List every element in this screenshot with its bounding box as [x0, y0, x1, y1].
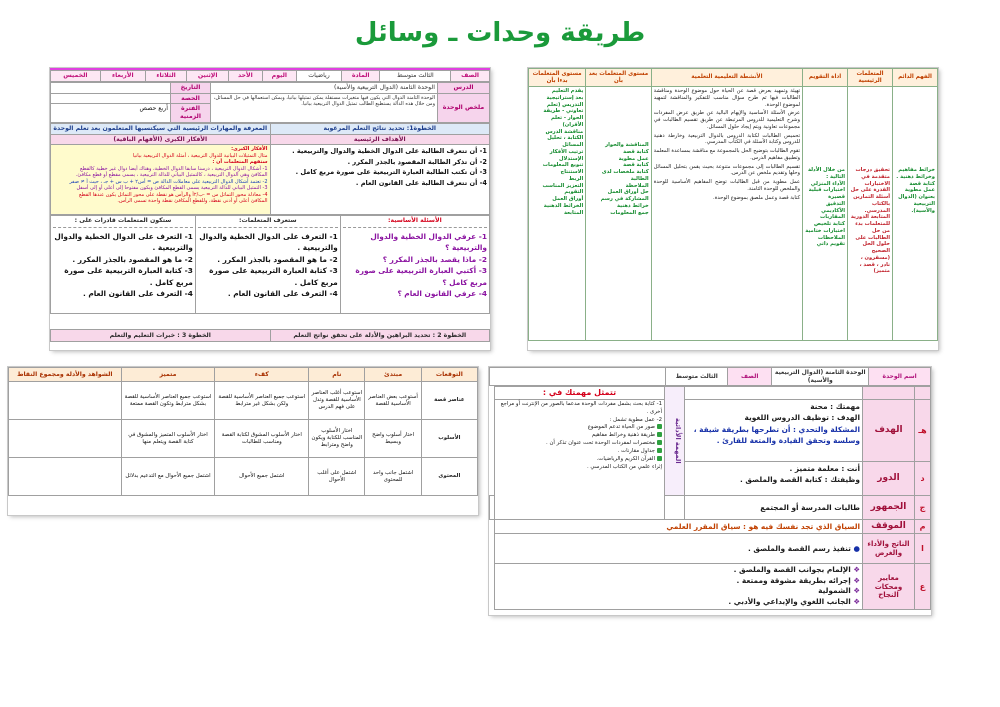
- page-title: طريقة وحدات ـ وسائل: [354, 18, 646, 48]
- task-item-text: طريقة ذهنية وخرائط مفاهيم: [591, 432, 655, 439]
- lesson-value: الوحدة الثامنة (الدوال التربيعية والأسية): [211, 82, 438, 93]
- rubric-header: نام: [309, 368, 365, 382]
- empty-cell: [665, 496, 685, 520]
- tr-col-header: مستوى المتعلمات بعد بأن: [586, 69, 651, 87]
- situation-label: الموقف: [863, 520, 915, 534]
- goal-line: الهدف : توظيف الدروس اللغوية: [744, 413, 860, 423]
- vertical-label: المهمة الأدائية: [674, 418, 682, 464]
- students-able-cell: [51, 216, 196, 314]
- before-item: الخرائط الذهنية: [543, 202, 584, 209]
- goal-line: مهمتك : محنة: [810, 402, 860, 411]
- goal-letter: هـ: [915, 400, 931, 462]
- activity-item: تحميس الطالبات لكتابة الدروس بالدوال التربيعية وخارطة ذهنية للدروس وكتابة الأسئلة في الكتاب المدرسي.: [653, 132, 801, 146]
- criteria-line-text: إجرائه بطريقة مشوقة وممتعة .: [736, 575, 851, 585]
- before-item: التعزيز المناسب: [542, 182, 584, 189]
- before-item: يقدم التعليم: [551, 88, 584, 94]
- product-line-text: تنفيذ رسم القصة والملصق .: [747, 544, 851, 554]
- rubric-cell: استوعب جميع العناصر الأساسية للقصة ولكن بشكل غير مترابط: [215, 382, 309, 420]
- tr-table: [528, 68, 938, 341]
- grasps-corner: [915, 387, 931, 400]
- rubric-row-label: الأسلوب: [421, 420, 477, 458]
- key-learning-cell: [848, 87, 893, 341]
- summary-label: ملخص الوحدة: [438, 93, 490, 122]
- criteria-cell: [495, 564, 863, 610]
- unit-plan-page: [50, 68, 490, 350]
- grade-value: الثالث متوسط: [666, 368, 728, 386]
- students-know-header: ستعرف المتعلمات:: [198, 217, 338, 228]
- rubric-cell: اختار الأسلوب المناسب للكتابة ويكون واضح ومترابط: [309, 420, 365, 458]
- goal-label: الهدف: [863, 400, 915, 462]
- situation-line: السياق الذي تجد نفسك فيه هو : سياق المقرر العلمي: [666, 522, 860, 531]
- big-idea-line: 3- التمثيل البياني للدالة التربيعية يسمى القطع المكافئ ويكون مفتوحا إلى أعلى أو إلى أسفل: [76, 185, 268, 192]
- task-item: [497, 432, 662, 440]
- rubric-row-label: عناصر قصة: [421, 382, 477, 420]
- before-item: ترتيب الأفكار: [549, 148, 584, 155]
- big-ideas-title: الأفكار الكبرى:: [231, 146, 268, 153]
- main-goal-item: 4- أن تتعرف الطالبة على القانون العام .: [355, 178, 487, 187]
- criteria-line: [497, 576, 860, 586]
- before-item: الكتابة ، تحليل المسائل: [547, 135, 584, 148]
- task-item: [497, 456, 662, 464]
- activity-item: عمل مطوية من قبل الطالبات توضح المفاهيم الأساسية للوحدة والملخص للوحدة الثامنة.: [653, 179, 801, 192]
- big-idea-line: المكافئ وهي الدوال التربيعية ، كالتمثيل البياني للدالة التربيعية ، يسمى مقطع أو قطع مكافئ.: [75, 172, 268, 179]
- tl-header-cell: الإثنين: [187, 71, 229, 82]
- main-goal-item: 1- أن تتعرف الطالبة على الدوال الخطية والدوال والتربيعية .: [292, 147, 487, 156]
- goal-line: المشكلة والتحدي : أن تطرحها بطريقة شيقة ، وسلسة وتحقق القيادة والمتعة للقارئ .: [693, 424, 860, 446]
- bullet-icon: [657, 456, 662, 461]
- role-label: الدور: [863, 462, 915, 496]
- task-item: إثراء علمي من الكتاب المدرسي .: [586, 463, 662, 470]
- date-value: [51, 82, 171, 93]
- assessment-cell: [803, 87, 848, 341]
- period-label: الحصة: [171, 93, 211, 104]
- role-letter: د: [915, 462, 931, 496]
- rubric-cell: اختار الأسلوب المشوق لكتابة القصة ومناسب للطالبات: [215, 420, 309, 458]
- bullet-icon: [657, 424, 662, 429]
- activity-item: تهيئة وتمهيد بعرض قصة عن الحياة حول موضوع الوحدة ومناقشة الطالبات فيها ثم طرح سؤال مناسب للتفكير والمناقشة لتمهيد لموضوع الوحدة.: [653, 88, 801, 108]
- rubric-row-label: المحتوى: [421, 458, 477, 496]
- main-goals-cell: [270, 145, 490, 215]
- before-item: التقويم: [564, 189, 584, 196]
- unit-name-value: الوحدة الثامنة (الدوال التربيعية والأسية): [772, 368, 869, 386]
- assessment-item: اختبارات ختامية: [805, 227, 846, 234]
- main-goal-item: 3- أن تكتب الطالبة العبارة التربيعية على صورة مربع كامل .: [295, 168, 487, 177]
- task-item: 2- عمل مطوية تشمل :: [609, 416, 662, 423]
- big-ideas-cell: [51, 145, 271, 215]
- bullet-icon: [657, 432, 662, 437]
- audience-line: طالبات المدرسة أو المجتمع: [760, 502, 860, 512]
- rubric-cell: استوعب جميع العناصر الأساسية للقصة بشكل مترابط وتكون القصة ممتعة: [121, 382, 215, 420]
- after-item: المشاركة في رسم خرائط ذهنية: [600, 196, 649, 209]
- activity-item: تقوم الطالبات بتوضيح الحل بالمجموعة مع مناقشة بمساعدة المعلمة وتطبيق مفاهيم الدرس.: [653, 148, 801, 161]
- task-item-text: القرآن الكريم والرياضيات.: [596, 455, 655, 462]
- question-item: 4- عرفي القانون العام ؟: [397, 289, 487, 299]
- after-item: جمع المعلومات: [610, 209, 649, 216]
- task-item: 1- كتابة بحث بشمل مفردات الوحدة مدعما بالصور من الإنترنت أو مراجع أخرى .: [500, 401, 662, 415]
- role-cell: [685, 462, 863, 496]
- big-idea-line: المكافئ أعلى أو أدنى نقطة، وللقطع المكافئ نقطة واحدة تسمى الرأس.: [117, 198, 268, 205]
- role-line: وظيفتك : كتابة القصة والملصق .: [740, 475, 860, 485]
- br-top-table: [489, 367, 931, 386]
- grasps-table: [489, 386, 931, 610]
- big-idea-line: 4- معادلة محور التماثل س = -ب/٢أ والرأس هو نقطة على محور التماثل يكون عندها القطع: [79, 191, 268, 198]
- assessment-item: الأداء المنزلي: [810, 180, 846, 187]
- rubric-page: [8, 367, 478, 515]
- know-item: 1- التعرف على الدوال الخطية والدوال والتربيعية .: [199, 232, 338, 253]
- assessment-item: كتابة تلخيص: [814, 221, 846, 227]
- tr-col-header: مستوى المتعلمات بدءا بأن: [529, 69, 586, 87]
- after-item: المناقشة والحوار: [605, 142, 649, 148]
- audience-letter: ج: [915, 496, 931, 520]
- question-item: 3- أكتبي العبارة التربيعية على صورة مربع كامل ؟: [355, 266, 487, 287]
- audience-label: الجمهور: [863, 496, 915, 520]
- task-item-text: صور من الحياة تدعم الموضوع: [587, 424, 655, 431]
- rubric-cell: [9, 458, 122, 496]
- vertical-label-cell: [665, 387, 685, 496]
- activities-cell: [651, 87, 802, 341]
- rubric-header: التوقعات: [421, 368, 477, 382]
- students-able-header: ستكون المتعلمات قادرات على :: [53, 217, 193, 228]
- assessment-item: التدقيق الأكاديمي: [821, 200, 846, 214]
- rubric-cell: أستوعب بعض العناصر الأساسية للقصة: [365, 382, 421, 420]
- understanding-cell: [893, 87, 938, 341]
- tl-header-cell: الأحد: [229, 71, 262, 82]
- step1-subtitle: المعرفة والمهارات الرئيسية التي سيكتسبها المتعلمون بعد تعلم الوحدة: [51, 123, 271, 134]
- rubric-cell: اختار أسلوب واضح وبسيط: [365, 420, 421, 458]
- product-bullet: ●: [850, 544, 860, 554]
- rubric-header: متميز: [121, 368, 215, 382]
- situation-letter: م: [915, 520, 931, 534]
- assessment-item: المقاربات: [820, 214, 846, 221]
- big-idea-line: مثال التمثيلات البيانية للدوال التربيعية ، أمثلة الدوال التربيعية بيانيا: [132, 152, 268, 159]
- tl-questions-table: [50, 215, 490, 314]
- criteria-line: [497, 597, 860, 607]
- tl-header-cell: اليوم: [262, 71, 297, 82]
- unit-name-label: اسم الوحدة: [869, 368, 931, 386]
- criteria-bullet: ❖: [850, 565, 860, 575]
- able-item: 3- كتابة العبارة التربيعية على صورة مربع كامل .: [64, 266, 193, 287]
- before-item: الربط: [568, 175, 584, 182]
- audience-cell: [685, 496, 863, 520]
- question-item: 1- عرفي الدوال الخطية والدوال والتربيعية ؟: [370, 232, 487, 253]
- grade-label: الصف: [728, 368, 772, 386]
- rubric-cell: [9, 420, 122, 458]
- time-label: الفترة الزمنية: [171, 104, 211, 123]
- situation-cell: [495, 520, 863, 534]
- rubric-cell: اختار الأسلوب المتميز والمشوق في كتابة القصة ويتعلم منها: [121, 420, 215, 458]
- tl-header-cell: الخميس: [51, 71, 101, 82]
- know-item: 3- كتابة العبارة التربيعية على صورة مربع كامل .: [209, 266, 338, 287]
- assessment-item: تقويم ذاتي: [816, 241, 846, 248]
- tl-header-cell: الصف: [451, 71, 490, 82]
- after-item: عمل مطوية: [618, 155, 649, 162]
- rubric-table: [8, 367, 478, 496]
- criteria-line: [497, 565, 860, 575]
- rubric-header: الشواهد والأدلة ومجموع النقاط: [9, 368, 122, 382]
- tl-header-cell: الأربعاء: [100, 71, 145, 82]
- rubric-cell: استوعب أغلب العناصر الأساسية للقصة وتدل على فهم الدرس: [309, 382, 365, 420]
- essential-questions-header: الأسئلة الأساسية:: [343, 217, 487, 228]
- bullet-icon: [657, 440, 662, 445]
- big-idea-line: 2- تعتمد أشكال الدوال التربيعية على معاملات الدالة ص = أس٢ + ب س + جـ ، حيث أ ≠ صفر: [69, 178, 268, 185]
- tr-col-header: الأنشطة التعليمية التعلمية: [651, 69, 802, 87]
- able-item: 1- التعرف على الدوال الخطية والدوال والتربيعية .: [54, 232, 193, 253]
- task-title: تتمثل مهمتك في :: [495, 387, 665, 400]
- date-label: التاريخ: [171, 82, 211, 93]
- after-item: حل أوراق العمل: [607, 189, 649, 196]
- tr-col-header: اداة التقويم: [803, 69, 848, 87]
- grasps-corner: [863, 387, 915, 400]
- task-item-text: مختصرات لمفردات الوحدة تحت عنوان تذكر أن .: [546, 440, 655, 447]
- before-item: الاستنتاج: [560, 169, 584, 175]
- learning-experiences-page: [528, 68, 938, 350]
- before-item: مناقشة الدرس: [545, 128, 584, 135]
- task-item: [497, 440, 662, 448]
- big-ideas-header: الأفكار الكبرى (الأفهام الباقية): [51, 134, 271, 145]
- product-label: الناتج والأداء والغرض: [863, 534, 915, 564]
- activity-item: كتابة قصة وعمل ملصق بموضوع الوحدة.: [713, 194, 801, 201]
- main-goals-header: الأهداف الرئيسية: [270, 134, 490, 145]
- task-item-text: جداول مقارنات .: [617, 447, 655, 454]
- activity-item: عرض الأسئلة الأساسية والإيهام البالية عن طريق عرض المفردات وشرح التعليمية للدروس المرتبطة عن طريق تقسيم الطالبات في مجموعات تعاونية ويتم إيجاد حلول المسائل.: [653, 110, 801, 130]
- big-idea-line: ستفهم المتعلمات أن :: [212, 159, 268, 166]
- tl-header-cell: المادة: [341, 71, 380, 82]
- big-idea-line: 1- أشكال الدوال التربيعية ، درسنا سابقا الدوال الخطية، وهناك أيضا دوال غير خطية كالقطع: [79, 165, 268, 172]
- tl-info-table: [50, 82, 490, 123]
- rubric-header: كفء: [215, 368, 309, 382]
- tl-header-cell: رياضيات: [297, 71, 342, 82]
- step2-title: الخطوة 2 : تحديد البراهين والأدلة على تحقق نواتج التعلم: [270, 330, 490, 341]
- before-level-cell: [529, 87, 586, 341]
- tl-header-cell: الثالث متوسط: [380, 71, 451, 82]
- criteria-bullet: ❖: [850, 596, 860, 606]
- criteria-label: معايير ومحكات النجاح: [863, 564, 915, 610]
- criteria-line: [497, 586, 860, 596]
- rubric-cell: اشتمل جميع الأحوال مع التدعيم بدلائل: [121, 458, 215, 496]
- summary-text: الوحدة الثامنة الدوال التي يكون فيها متغيرات مستقلة يمكن تمثيلها بيانيا، ويمكن استعمالها في حل المسائل، ومن خلال هذه الدالة يستطيع الطالب تمثيل الدوال التربيعية بيانيا.: [211, 93, 438, 122]
- able-item: 2- ما هو المقصود بالجذر المكرر .: [72, 254, 193, 264]
- before-item: بعد إستراتيجية التدريس (تعلم تعاوني - طريقة الحوار - تعلم الأقران): [543, 94, 584, 128]
- key-learning-item: تحقيق درجات متقدمة في الاختبارات القدرة على حل أسئلة التمارين بالكتاب المدرسي. المتابعة الدورية للمتعلمات بدء من حل الطالبات على حلول الحل الصحيح (مسقرون ، نادر ، قصد ، متميز): [850, 167, 891, 275]
- criteria-bullet: ❖: [850, 586, 860, 596]
- rubric-cell: اشتمل على أغلب الأحوال: [309, 458, 365, 496]
- product-cell: [495, 534, 863, 564]
- after-item: كتابة ملخصات لدى الطالبة: [601, 169, 649, 182]
- assessment-item: اختبارات قبلية قصيرة: [808, 187, 846, 200]
- before-item: أوراق العمل: [552, 196, 584, 202]
- goal-cell: [685, 400, 863, 462]
- grasps-corner: [685, 387, 863, 400]
- know-item: 2- ما هو المقصود بالجذر المكرر .: [217, 254, 338, 264]
- rubric-header: مبتدئ: [365, 368, 421, 382]
- step3-title: الخطوة 3 : خبرات التعليم والتعلم: [51, 330, 270, 341]
- rubric-cell: اشتمل جميع الأحوال: [215, 458, 309, 496]
- assessment-item: من خلال الأدلة التالية :: [807, 167, 846, 180]
- rubric-cell: [9, 382, 122, 420]
- performance-task-page: [489, 367, 931, 615]
- empty-cell: [490, 496, 495, 520]
- steps-bottom-bar: [50, 329, 490, 342]
- understanding-item: خرائط مفاهيم وخرائط ذهنية .: [896, 167, 935, 180]
- tl-header-cell: الثلاثاء: [145, 71, 186, 82]
- main-goal-item: 2- أن تذكر الطالبة المقصود بالجذر المكرر .: [347, 157, 487, 166]
- tr-col-header: المتعلمات الرئيسية: [848, 69, 893, 87]
- question-item: 2- ماذا يقصد بالجذر المكرر ؟: [382, 254, 487, 264]
- product-line: [497, 543, 860, 554]
- step1-title: الخطوة1: تحديد نتائج التعلم المرغوبة: [270, 123, 490, 134]
- after-item: كتابة قصة: [623, 162, 649, 169]
- assessment-item: الملاحظات: [817, 234, 846, 241]
- able-item: 4- التعرف على القانون العام .: [82, 289, 193, 299]
- understanding-item: كتابة قصة: [909, 180, 935, 187]
- after-item: الملاحظة: [625, 182, 649, 189]
- tl-header-table: [50, 70, 490, 82]
- essential-questions-cell: [340, 216, 489, 314]
- criteria-bullet: ❖: [850, 575, 860, 585]
- task-item: [497, 448, 662, 456]
- students-know-cell: [195, 216, 340, 314]
- before-item: تنويع المعلومات: [542, 162, 584, 169]
- before-item: الإستدلال: [559, 155, 584, 162]
- role-line: أنت : معلمة متميز .: [789, 464, 860, 473]
- activity-item: تقسيم الطالبات إلى مجموعات متنوعة بحيث يقمن بتحليل المسائل وحلها وتقديم ملخص عن الدرس.: [653, 163, 801, 177]
- task-item: [497, 424, 662, 432]
- criteria-letter: ع: [915, 564, 931, 610]
- tl-step1-bar: [50, 123, 490, 216]
- know-item: 4- التعرف على القانون العام .: [227, 289, 338, 299]
- time-value: أربع حصص: [51, 104, 171, 123]
- after-level-cell: [586, 87, 651, 341]
- product-letter: ا: [915, 534, 931, 564]
- understanding-item: عمل مطوية بعنوان (الدوال التربيعية والأسية).: [898, 187, 935, 214]
- before-item: المتابعة: [563, 209, 584, 216]
- after-item: كتابة قصة: [623, 148, 649, 155]
- criteria-line-text: الجانب اللغوي والإبداعي والأدبي .: [728, 596, 851, 606]
- criteria-line-text: الإلمام بجوانب القصة والملصق .: [733, 565, 851, 575]
- period-value: [51, 93, 171, 104]
- tr-col-header: الفهم الدائم: [893, 69, 938, 87]
- bullet-icon: [657, 448, 662, 453]
- lesson-label: الدرس: [438, 82, 490, 93]
- top-empty-cell: [490, 368, 666, 386]
- task-list-cell: [495, 400, 665, 520]
- criteria-line-text: الشمولية: [818, 586, 851, 596]
- rubric-cell: اشتمل جانب واحد للمحتوى: [365, 458, 421, 496]
